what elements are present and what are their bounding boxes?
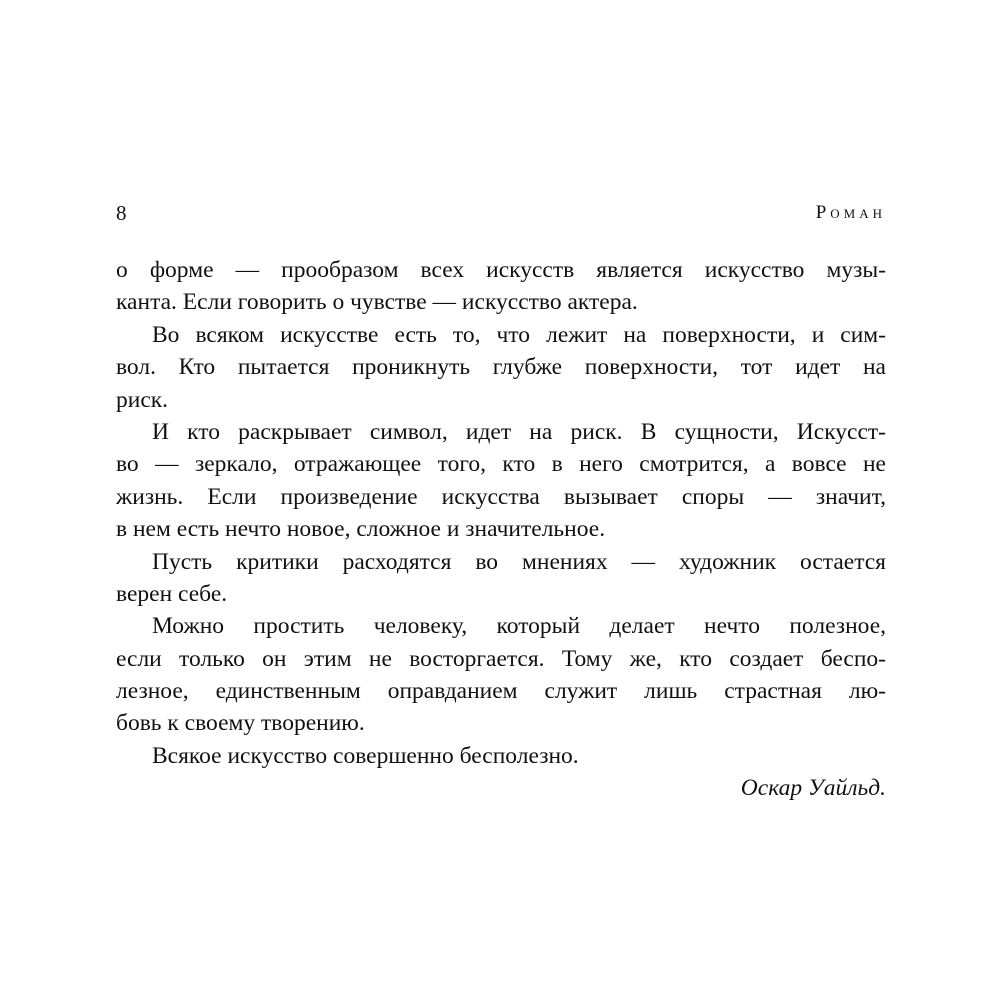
text-line: если только он этим не восторгается. Тому же, кто создает беспо- (116, 645, 886, 672)
text-line: Всякое искусство совершенно бесполезно. (152, 742, 579, 769)
text-line: бовь к своему творению. (116, 710, 365, 737)
page-header (116, 198, 886, 228)
text-line: в нем есть нечто новое, сложное и значительное. (116, 516, 606, 543)
text-line: жизнь. Если произведение искусства вызывает споры — значит, (116, 483, 886, 510)
text-line: о форме — прообразом всех искусств является искусство музы- (116, 257, 886, 283)
text-line: лезное, единственным оправданием служит лишь страстная лю- (116, 678, 886, 705)
text-line: канта. Если говорить о чувстве — искусство актера. (116, 289, 638, 316)
body-text (116, 254, 886, 772)
text-line: верен себе. (116, 580, 228, 607)
author-signature: Оскар Уайльд. (740, 775, 886, 801)
text-line: И кто раскрывает символ, идет на риск. В сущности, Искусст- (152, 418, 886, 445)
text-line: во — зеркало, отражающее того, кто в него смотрится, а вовсе не (116, 451, 886, 478)
running-head: Роман (815, 202, 886, 223)
text-line: риск. (116, 386, 169, 413)
text-line: Пусть критики расходятся во мнениях — художник остается (152, 548, 886, 575)
page-number: 8 (116, 201, 127, 225)
text-line: Во всяком искусстве есть то, что лежит на поверхности, и сим- (152, 321, 886, 348)
text-line: Можно простить человеку, который делает нечто полезное, (152, 613, 886, 640)
text-line: вол. Кто пытается проникнуть глубже поверхности, тот идет на (116, 354, 886, 381)
